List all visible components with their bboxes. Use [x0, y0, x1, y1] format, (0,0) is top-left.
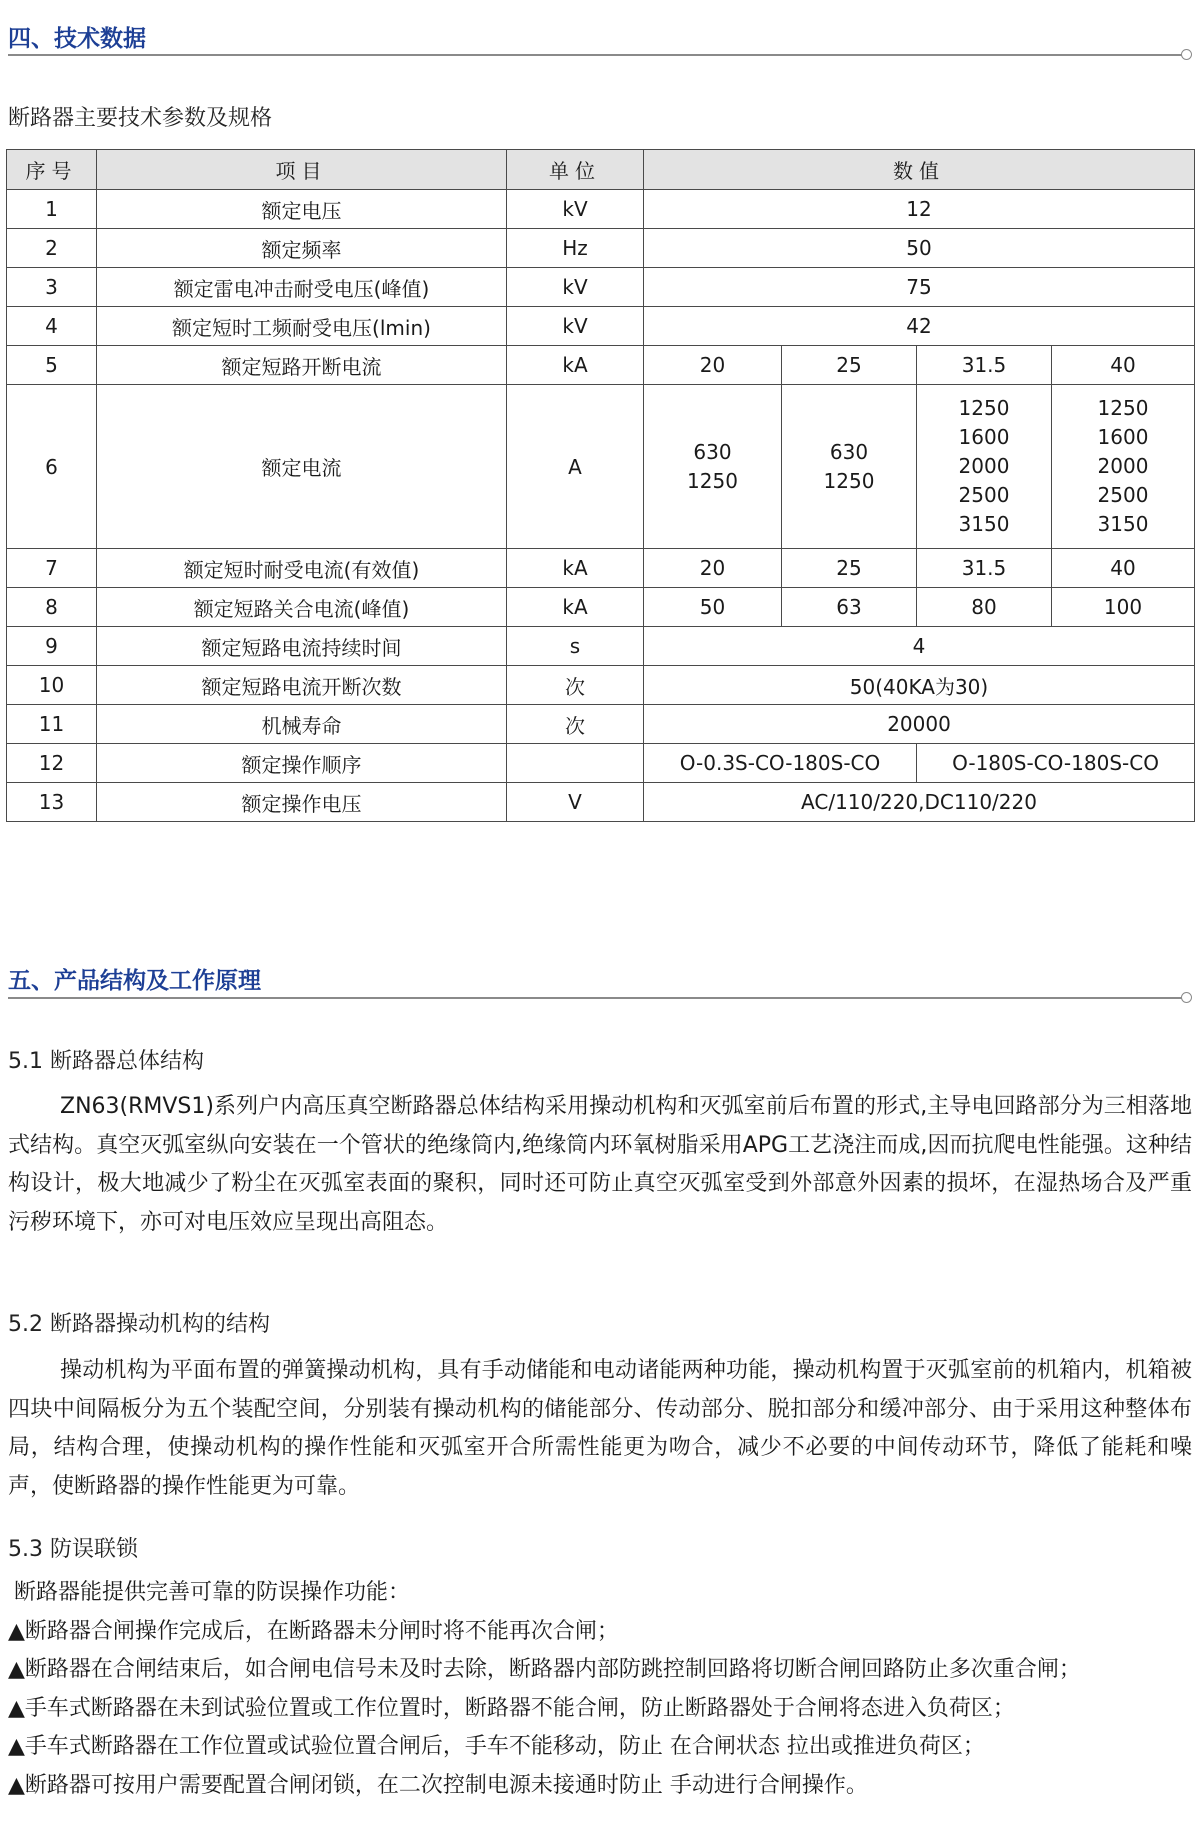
table-row [7, 666, 1195, 705]
cell-value-25ka: 25 [782, 346, 917, 385]
section-5-title: 五、产品结构及工作原理 [8, 968, 261, 994]
current-value: 1250 [1097, 396, 1149, 420]
s53-intro: 断路器能提供完善可靠的防误操作功能： [14, 1580, 411, 1605]
s53-list [8, 1574, 1192, 1805]
cell-value-31-5ka [917, 385, 1052, 549]
cell-value-sequence-a: O-0.3S-CO-180S-CO [644, 744, 917, 783]
current-value: 630 [693, 439, 732, 464]
cell-item: 额定短路电流开断次数 [97, 666, 507, 705]
current-value: 1250 [687, 468, 738, 493]
cell-no: 13 [7, 783, 97, 822]
cell-no: 1 [7, 190, 97, 229]
header-unit: 单位 [507, 150, 644, 190]
cell-value-20ka: 20 [644, 346, 782, 385]
header-value: 数值 [644, 150, 1195, 190]
section-4-title: 四、技术数据 [8, 26, 146, 52]
cell-no: 6 [7, 385, 97, 549]
cell-value-25ka: 63 [782, 588, 917, 627]
cell-value: 12 [644, 190, 1195, 229]
cell-value: 50 [644, 229, 1195, 268]
cell-unit: kV [507, 190, 644, 229]
cell-value: 75 [644, 268, 1195, 307]
s52-paragraph [8, 1352, 1192, 1506]
cell-value-40ka: 100 [1052, 588, 1195, 627]
list-item: ▲断路器合闸操作完成后，在断路器未分闸时将不能再次合闸； [8, 1618, 619, 1644]
cell-value-31-5ka: 31.5 [917, 346, 1052, 385]
s53-heading: 5.3 防误联锁 [8, 1537, 138, 1562]
cell-no: 3 [7, 268, 97, 307]
current-value: 1600 [958, 425, 1010, 449]
cell-no: 8 [7, 588, 97, 627]
s51-text: ZN63(RMVS1)系列户内高压真空断路器总体结构采用操动机构和灭弧室前后布置的形式,主导电回路部分为三相落地式结构。真空灭弧室纵向安装在一个管状的绝缘筒内,绝缘筒内环氧树脂采用APG工艺浇注而成,因而抗爬电性能强。这种结构设计，极大地减少了粉尘在灭弧室表面的聚积，同时还可防止真空灭弧室受到外部意外因素的损坏，在湿热场合及严重污秽环境下，亦可对电压效应呈现出高阻态。 [8, 1094, 1192, 1235]
cell-value: 4 [644, 627, 1195, 666]
cell-unit: kV [507, 307, 644, 346]
cell-unit: s [507, 627, 644, 666]
cell-item: 额定短路关合电流(峰值) [97, 588, 507, 627]
s52-text: 操动机构为平面布置的弹簧操动机构，具有手动储能和电动诸能两种功能，操动机构置于灭弧室前的机箱内，机箱被四块中间隔板分为五个装配空间，分别装有操动机构的储能部分、传动部分、脱扣部分和缓冲部分、由于采用这种整体布局，结构合理，使操动机构的操作性能和灭弧室开合所需性能更为吻合，减少不必要的中间传动环节，降低了能耗和噪声，使断路器的操作性能更为可靠。 [8, 1358, 1192, 1499]
table-row [7, 385, 1195, 549]
cell-item: 额定操作顺序 [97, 744, 507, 783]
cell-value-40ka: 40 [1052, 346, 1195, 385]
cell-no: 7 [7, 549, 97, 588]
s52-heading: 5.2 断路器操动机构的结构 [8, 1312, 270, 1337]
cell-item: 额定频率 [97, 229, 507, 268]
spec-table [6, 149, 1195, 822]
cell-unit: V [507, 783, 644, 822]
table-row [7, 627, 1195, 666]
cell-no: 11 [7, 705, 97, 744]
s51-heading: 5.1 断路器总体结构 [8, 1049, 204, 1074]
current-value: 3150 [1097, 512, 1149, 536]
table-row [7, 229, 1195, 268]
cell-unit: Hz [507, 229, 644, 268]
cell-unit: kA [507, 549, 644, 588]
table-row [7, 190, 1195, 229]
cell-unit: 次 [507, 705, 644, 744]
cell-item: 额定雷电冲击耐受电压(峰值) [97, 268, 507, 307]
cell-item: 额定电流 [97, 385, 507, 549]
table-row [7, 307, 1195, 346]
cell-item: 额定短路开断电流 [97, 346, 507, 385]
cell-unit: kV [507, 268, 644, 307]
cell-value-25ka: 25 [782, 549, 917, 588]
cell-unit: 次 [507, 666, 644, 705]
list-item: ▲断路器可按用户需要配置合闸闭锁，在二次控制电源未接通时防止 手动进行合闸操作。 [8, 1772, 868, 1798]
s51-paragraph [8, 1088, 1192, 1242]
cell-item: 额定短时耐受电流(有效值) [97, 549, 507, 588]
cell-unit: kA [507, 346, 644, 385]
cell-item: 额定短路电流持续时间 [97, 627, 507, 666]
cell-value-40ka: 40 [1052, 549, 1195, 588]
section-5-rule-end-dot [1181, 992, 1192, 1003]
cell-value: 50(40KA为30) [644, 666, 1195, 705]
cell-unit: kA [507, 588, 644, 627]
current-value: 1600 [1097, 425, 1149, 449]
section-4-rule-end-dot [1181, 49, 1192, 60]
current-value: 630 [829, 439, 869, 464]
cell-item: 额定短时工频耐受电压(lmin) [97, 307, 507, 346]
header-no: 序号 [7, 150, 97, 190]
cell-no: 9 [7, 627, 97, 666]
current-value: 3150 [958, 512, 1010, 536]
cell-value-sequence-b: O-180S-CO-180S-CO [917, 744, 1195, 783]
cell-no: 4 [7, 307, 97, 346]
table-row [7, 346, 1195, 385]
current-value: 2000 [1097, 454, 1149, 478]
cell-value-20ka: 50 [644, 588, 782, 627]
cell-item: 额定电压 [97, 190, 507, 229]
table-row [7, 783, 1195, 822]
cell-item: 机械寿命 [97, 705, 507, 744]
table-title: 断路器主要技术参数及规格 [8, 106, 273, 131]
list-item: ▲手车式断路器在未到试验位置或工作位置时，断路器不能合闸，防止断路器处于合闸将态进入负荷区； [8, 1695, 1015, 1721]
list-item: ▲断路器在合闸结束后，如合闸电信号未及时去除，断路器内部防跳控制回路将切断合闸回路防止多次重合闸； [8, 1657, 1081, 1682]
cell-value: 20000 [644, 705, 1195, 744]
table-row [7, 705, 1195, 744]
cell-no: 12 [7, 744, 97, 783]
list-item: ▲手车式断路器在工作位置或试验位置合闸后，手车不能移动，防止 在合闸状态 拉出或推进负荷区； [8, 1734, 985, 1759]
current-value: 2000 [958, 454, 1010, 478]
cell-unit: A [507, 385, 644, 549]
table-row [7, 268, 1195, 307]
cell-no: 10 [7, 666, 97, 705]
section-4-rule [8, 54, 1184, 56]
table-row [7, 588, 1195, 627]
cell-item: 额定操作电压 [97, 783, 507, 822]
current-value: 2500 [1097, 483, 1149, 507]
current-value: 2500 [958, 483, 1010, 507]
cell-value-20ka [644, 385, 782, 549]
cell-unit [507, 744, 644, 783]
table-row [7, 549, 1195, 588]
cell-value-20ka: 20 [644, 549, 782, 588]
table-row [7, 744, 1195, 783]
current-value: 1250 [958, 396, 1010, 420]
header-item: 项目 [97, 150, 507, 190]
cell-value: 42 [644, 307, 1195, 346]
cell-no: 2 [7, 229, 97, 268]
cell-value: AC/110/220,DC110/220 [644, 783, 1195, 822]
cell-no: 5 [7, 346, 97, 385]
cell-value-31-5ka: 80 [917, 588, 1052, 627]
current-value: 1250 [823, 468, 875, 493]
section-5-rule [8, 997, 1184, 999]
cell-value-31-5ka: 31.5 [917, 549, 1052, 588]
cell-value-25ka [782, 385, 917, 549]
cell-value-40ka [1052, 385, 1195, 549]
